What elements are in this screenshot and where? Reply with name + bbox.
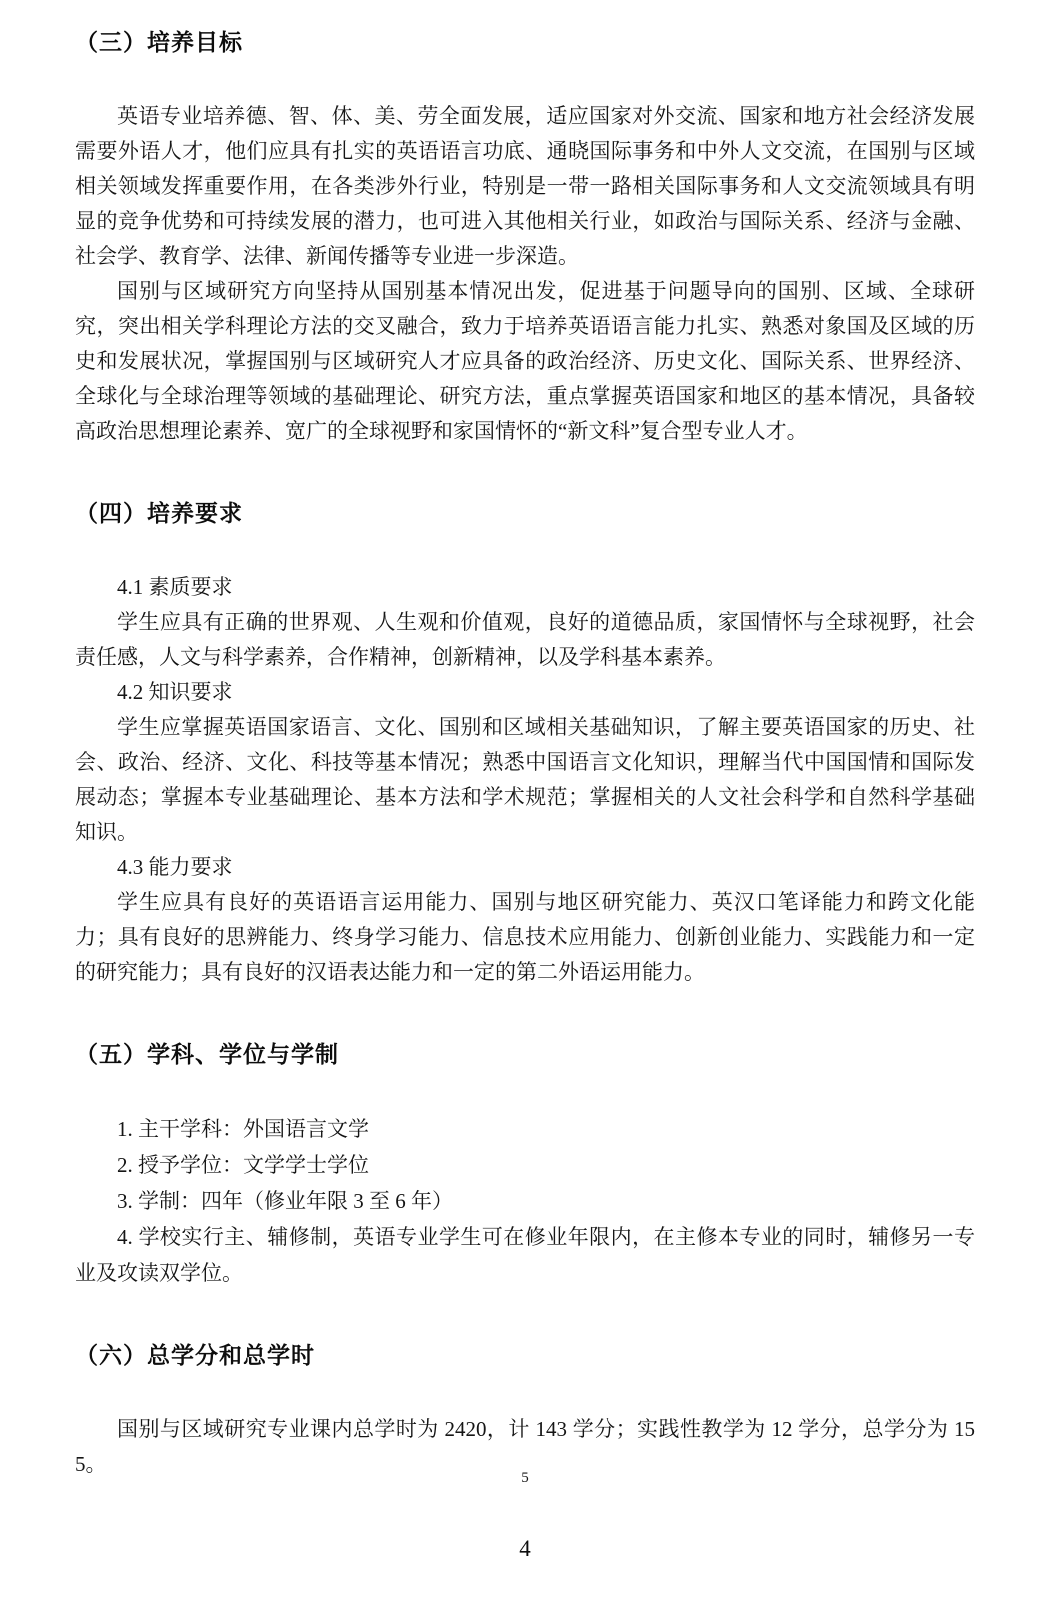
list-item: 1. 主干学科：外国语言文学: [117, 1117, 369, 1141]
section-heading-4: （四）培养要求: [75, 500, 243, 526]
inner-page-number: 5: [521, 1470, 529, 1486]
subsection-label: 4.2 知识要求: [117, 680, 233, 704]
section-heading-6: （六）总学分和总学时: [75, 1342, 315, 1368]
subsection-label: 4.1 素质要求: [117, 575, 233, 599]
page-number: 4: [519, 1536, 531, 1561]
section-heading-3: （三）培养目标: [75, 29, 243, 55]
section-heading-5: （五）学科、学位与学制: [75, 1041, 339, 1067]
subsection-label: 4.3 能力要求: [117, 855, 233, 879]
paragraph: 学生应具有良好的英语语言运用能力、国别与地区研究能力、英汉口笔译能力和跨文化能力；具有良好的思辨能力、终身学习能力、信息技术应用能力、创新创业能力、实践能力和一定的研究能力；具有良好的汉语表达能力和一定的第二外语运用能力。: [75, 890, 975, 984]
paragraph: 英语专业培养德、智、体、美、劳全面发展，适应国家对外交流、国家和地方社会经济发展需要外语人才，他们应具有扎实的英语语言功底、通晓国际事务和中外人文交流，在国别与区域相关领域发挥重要作用，在各类涉外行业，特别是一带一路相关国际事务和人文交流领域具有明显的竞争优势和可持续发展的潜力，也可进入其他相关行业，如政治与国际关系、经济与金融、社会学、教育学、法律、新闻传播等专业进一步深造。: [75, 104, 975, 268]
list-item: 4. 学校实行主、辅修制，英语专业学生可在修业年限内，在主修本专业的同时，辅修另一专业及攻读双学位。: [75, 1225, 975, 1285]
list-item: 2. 授予学位：文学学士学位: [117, 1153, 369, 1177]
paragraph: 国别与区域研究专业课内总学时为 2420，计 143 学分；实践性教学为 12 学分，总学分为 155。: [75, 1417, 975, 1476]
paragraph: 学生应具有正确的世界观、人生观和价值观，良好的道德品质，家国情怀与全球视野，社会责任感，人文与科学素养，合作精神，创新精神，以及学科基本素养。: [75, 610, 975, 669]
paragraph: 学生应掌握英语国家语言、文化、国别和区域相关基础知识，了解主要英语国家的历史、社会、政治、经济、文化、科技等基本情况；熟悉中国语言文化知识，理解当代中国国情和国际发展动态；掌握本专业基础理论、基本方法和学术规范；掌握相关的人文社会科学和自然科学基础知识。: [75, 715, 975, 844]
paragraph: 国别与区域研究方向坚持从国别基本情况出发，促进基于问题导向的国别、区域、全球研究，突出相关学科理论方法的交叉融合，致力于培养英语语言能力扎实、熟悉对象国及区域的历史和发展状况，掌握国别与区域研究人才应具备的政治经济、历史文化、国际关系、世界经济、全球化与全球治理等领域的基础理论、研究方法，重点掌握英语国家和地区的基本情况，具备较高政治思想理论素养、宽广的全球视野和家国情怀的“新文科”复合型专业人才。: [75, 279, 975, 443]
list-item: 3. 学制：四年（修业年限 3 至 6 年）: [117, 1189, 453, 1213]
